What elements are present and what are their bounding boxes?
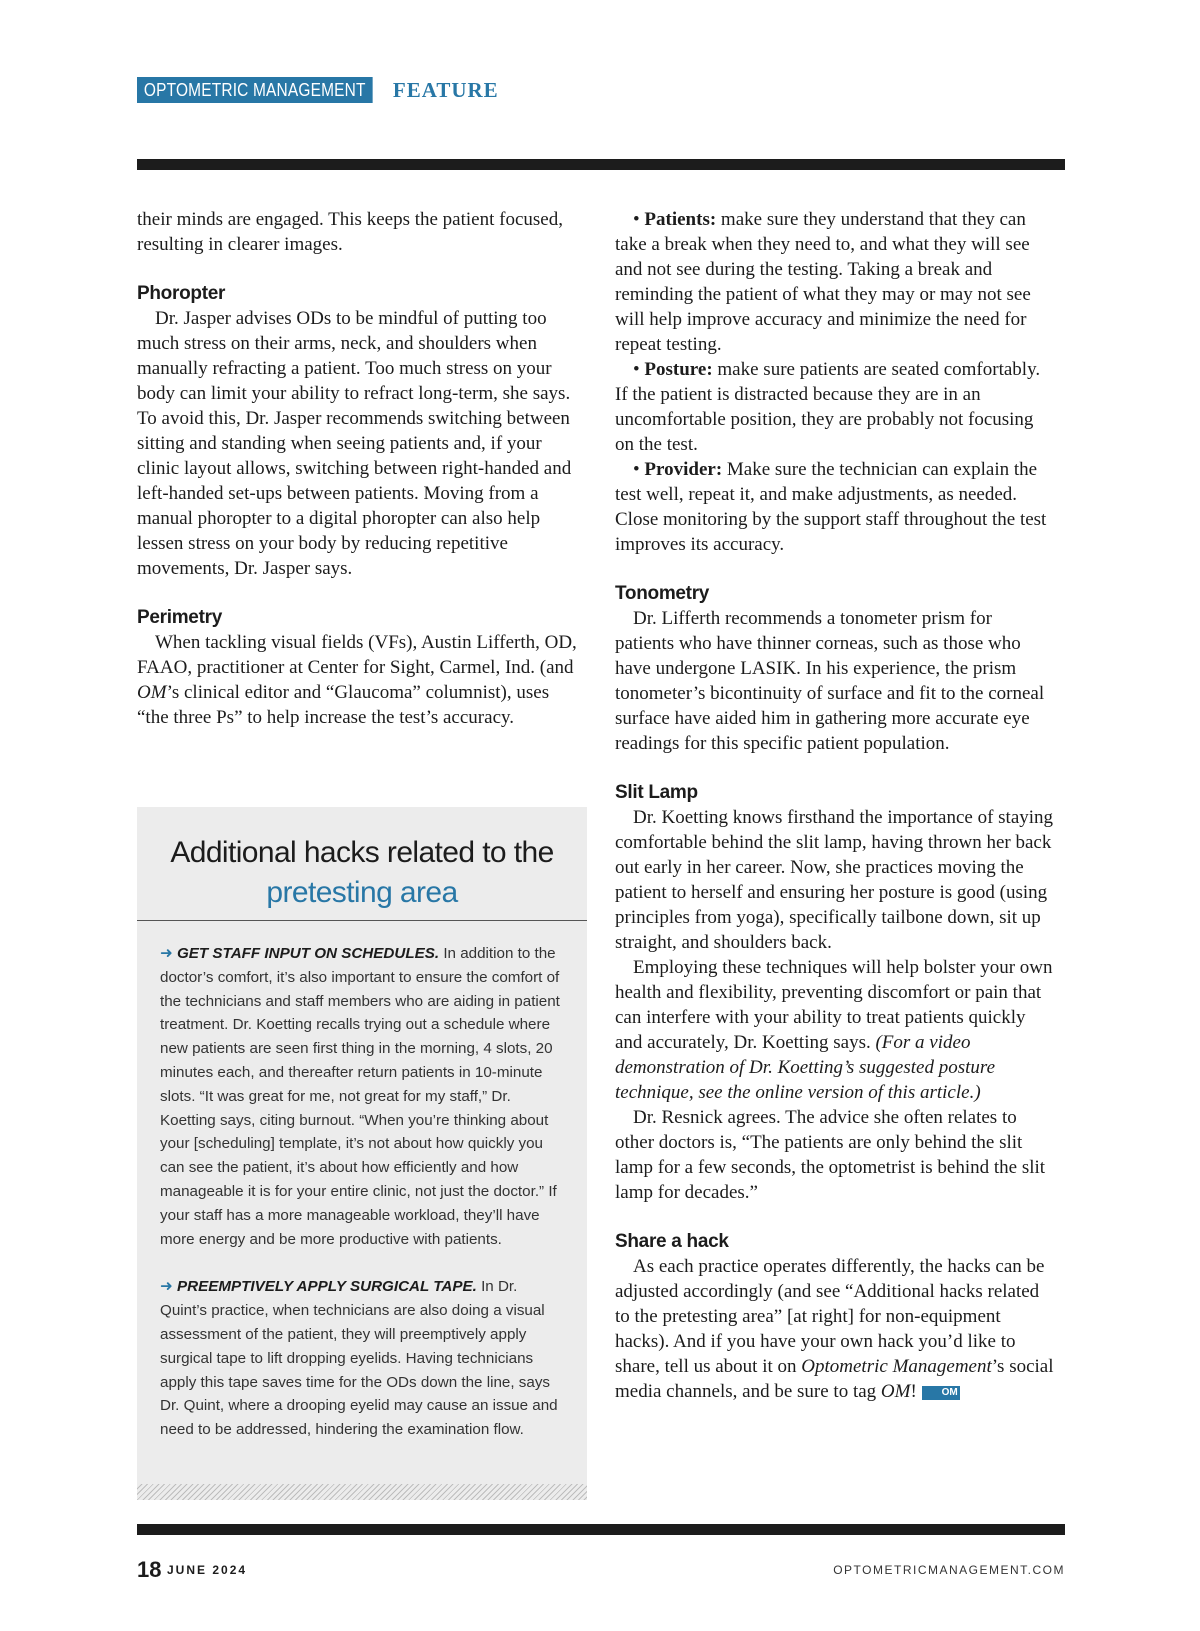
sidebar-body bbox=[160, 942, 566, 1442]
sidebar-item: ➜ GET STAFF INPUT ON SCHEDULES. In addition to the doctor’s comfort, it’s also important to ensure the comfort of the technicians and staff members who are aiding in patient treatment. Dr. Koetting recalls trying out a schedule where new patients are seen first thing in the morning, 4 slots, 20 minutes each, and thereafter return patients in 10-minute slots. “It was great for me, not great for my staff,” Dr. Koetting says, citing burnout. “When you’re thinking about your [scheduling] template, it’s not about how quickly you can see the patient, it’s about how efficiently and how manageable it is for your entire clinic, not just the doctor.” If your staff has a more manageable workload, they’ll have more energy and be more productive with patients. bbox=[160, 945, 560, 1248]
section-label: FEATURE bbox=[392, 77, 499, 102]
arrow-icon: ➜ bbox=[160, 1278, 173, 1296]
tonometry-heading: Tonometry bbox=[615, 583, 710, 604]
section-header bbox=[137, 77, 499, 103]
bullet-posture: • Posture: make sure patients are seated comfortably. If the patient is distracted because they are in an uncomfortable position, they are probably not focusing on the test. bbox=[615, 359, 1041, 455]
slit-lamp-heading: Slit Lamp bbox=[615, 782, 698, 803]
bottom-rule bbox=[137, 1524, 1065, 1535]
sidebar-box bbox=[137, 807, 587, 1500]
sidebar-title: Additional hacks related to the pretesting area bbox=[170, 836, 554, 909]
perimetry-body: When tackling visual fields (VFs), Austin Lifferth, OD, FAAO, practitioner at Center for Sight, Carmel, Ind. (and OM’s clinical editor and “Glaucoma” columnist), uses “the three Ps” to help increase the test’s accuracy. bbox=[137, 632, 577, 728]
intro-paragraph: their minds are engaged. This keeps the patient focused, resulting in clearer images. bbox=[137, 209, 563, 255]
top-rule bbox=[137, 159, 1065, 170]
perimetry-heading: Perimetry bbox=[137, 607, 222, 628]
page-number: 18 bbox=[137, 1557, 162, 1582]
share-body: As each practice operates differently, the hacks can be adjusted accordingly (and see “Additional hacks related to the pretesting area” [at right] for non-equipment hacks). And if you have your own hack you’d like to share, tell us about it on Optometric Management’s social media channels, and be sure to tag OM! OM bbox=[615, 1256, 1054, 1402]
issue-date: JUNE 2024 bbox=[167, 1563, 248, 1577]
phoropter-body: Dr. Jasper advises ODs to be mindful of putting too much stress on their arms, neck, and shoulders when manually refracting a patient. Too much stress on your body can limit your ability to refract long-term, she says. To avoid this, Dr. Jasper recommends switching between sitting and standing when seeing patients and, if your clinic layout allows, switching between right-handed and left-handed set-ups between patients. Moving from a manual phoropter to a digital phoropter can also help lessen stress on your body by reducing repetitive movements, Dr. Jasper says. bbox=[137, 308, 572, 579]
arrow-icon: ➜ bbox=[160, 945, 173, 962]
bullet-provider: • Provider: Make sure the technician can explain the test well, repeat it, and make adjustments, as needed. Close monitoring by the support staff throughout the test improves its accuracy. bbox=[615, 459, 1047, 555]
slit-lamp-body: Dr. Resnick agrees. The advice she often relates to other doctors is, “The patients are only behind the slit lamp for a few seconds, the optometrist is behind the slit lamp for decades.” bbox=[615, 1107, 1046, 1203]
om-end-mark: OM bbox=[922, 1386, 960, 1400]
left-column bbox=[137, 207, 577, 730]
slit-lamp-body: Employing these techniques will help bolster your own health and flexibility, preventing discomfort or pain that can interfere with your ability to treat patients quickly and accurately, Dr. Koetting says. (For a video demonstration of Dr. Koetting’s suggested posture technique, see the online version of this article.) bbox=[615, 957, 1053, 1103]
slit-lamp-body: Dr. Koetting knows firsthand the importance of staying comfortable behind the slit lamp, having thrown her back out early in her career. Now, she practices moving the patient to herself and ensuring her posture is good (using principles from yoga), specifically tailbone down, sit up straight, and shoulders back. bbox=[615, 807, 1054, 953]
publication-label: OPTOMETRIC MANAGEMENT bbox=[137, 77, 373, 103]
website: OPTOMETRICMANAGEMENT.COM bbox=[833, 1563, 1065, 1577]
phoropter-heading: Phoropter bbox=[137, 283, 226, 304]
share-heading: Share a hack bbox=[615, 1231, 729, 1252]
right-column bbox=[615, 207, 1055, 1404]
sidebar-divider bbox=[137, 920, 587, 921]
sidebar-item: ➜ PREEMPTIVELY APPLY SURGICAL TAPE. In Dr. Quint’s practice, when technicians are also doing a visual assessment of the patient, they will preemptively apply surgical tape to lift dropping eyelids. Having technicians apply this tape saves time for the ODs down the line, says Dr. Quint, where a drooping eyelid may cause an issue and need to be addressed, hindering the examination flow. bbox=[160, 1278, 558, 1439]
sidebar-hatch bbox=[137, 1484, 587, 1500]
tonometry-body: Dr. Lifferth recommends a tonometer prism for patients who have thinner corneas, such as those who have undergone LASIK. In his experience, the prism tonometer’s bicontinuity of surface and fit to the corneal surface have aided him in gathering more accurate eye readings for this specific patient population. bbox=[615, 608, 1045, 754]
bullet-patients: • Patients: make sure they understand that they can take a break when they need to, and what they will see and not see during the testing. Taking a break and reminding the patient of what they may or may not see will help improve accuracy and minimize the need for repeat testing. bbox=[615, 209, 1031, 355]
